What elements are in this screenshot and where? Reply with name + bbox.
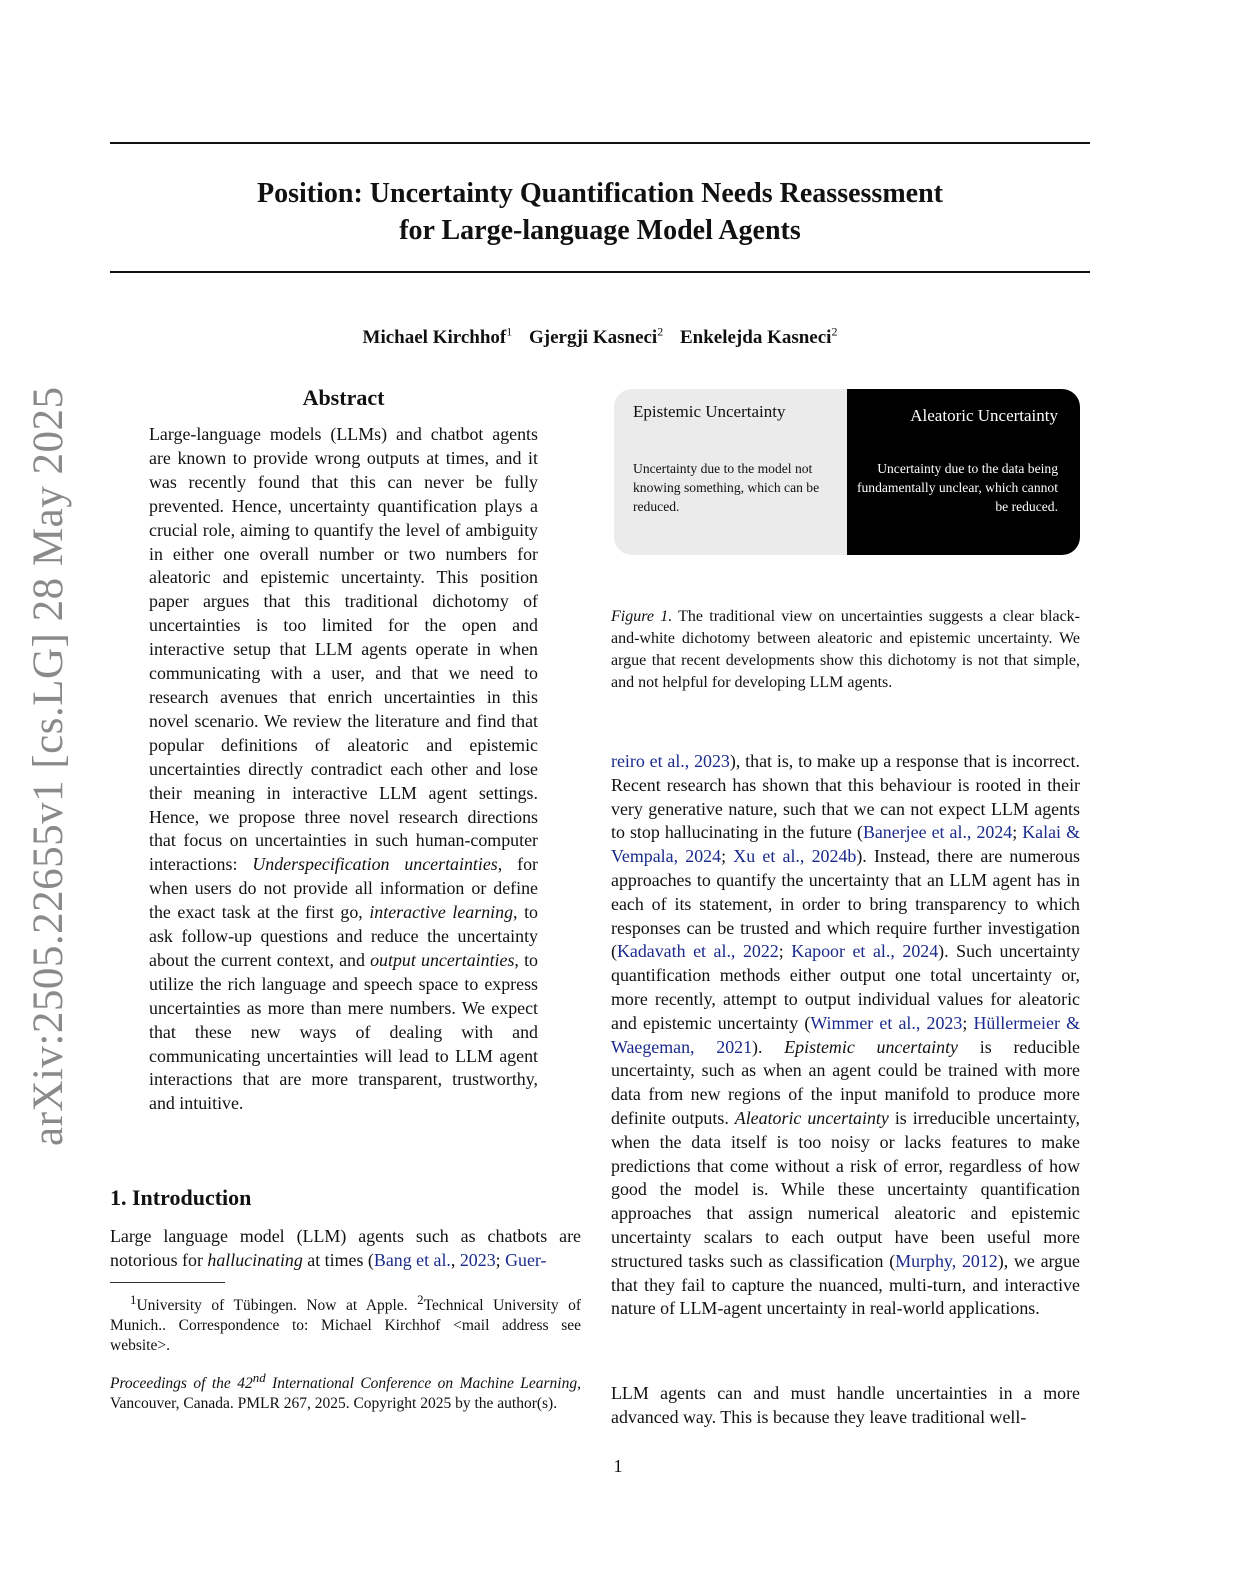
figure-1-caption: Figure 1. The traditional view on uncertainties suggests a clear black-and-white dichotomy between aleatoric and epistemic uncertainty. We argue that recent developments show this dichotomy is not that simple, and not helpful for developing LLM agents. [611, 608, 1080, 691]
citation-link[interactable]: Wimmer et al., 2023 [810, 1012, 963, 1033]
citation-link[interactable]: Banerjee et al., 2024 [862, 822, 1013, 843]
citation-link[interactable]: Guer- [505, 1249, 547, 1270]
title-line-2: for Large-language Model Agents [399, 215, 801, 246]
page-number: 1 [613, 1456, 623, 1476]
introduction-text-continued: reiro et al., 2023), that is, to make up a response that is incorrect. Recent research has shown that this behaviour is rooted in their very generative nature, such that we can not expect LLM agents to stop hallucinating in the future (Banerjee et al., 2024; Kalai & Vempala, 2024; Xu et al., 2024b). Instead, there are numerous approaches to quantify the uncertainty that an LLM agent has in each of its statement, in order to bring transparency to which responses can be trusted and which require further investigation (Kadavath et al., 2022; Kapoor et al., 2024). Such uncertainty quantification methods either output one total uncertainty or, more recently, attempt to output individual values for aleatoric and epistemic uncertainty (Wimmer et al., 2023; Hüllermeier & Waegeman, 2021). Epistemic uncertainty is reducible uncertainty, such as when an agent could be trained with more data from new regions of the input manifold to produce more definite outputs. Aleatoric uncertainty is irreducible uncertainty, when the data itself is too noisy or lacks features to make predictions that come without a risk of error, regardless of how good the model is. While these uncertainty quantification approaches that assign numerical aleatoric and epistemic uncertainty scalars to each output have been useful more structured tasks such as classification (Murphy, 2012), we argue that they fail to capture the nuanced, multi-turn, and interactive nature of LLM-agent uncertainty in real-world applications. [611, 751, 1080, 1319]
citation-link[interactable]: Bang et al. [373, 1249, 451, 1270]
introduction-paragraph-2: LLM agents can and must handle uncertainties in a more advanced way. This is because they leave traditional well- [611, 1383, 1080, 1427]
author-list [110, 320, 1090, 350]
title-line-1: Position: Uncertainty Quantification Needs Reassessment [257, 178, 943, 209]
citation-link[interactable]: Kalai & Vempala, 2024 [611, 822, 1080, 867]
author-1: Michael Kirchhof$^1$ [362, 325, 513, 349]
citation-link[interactable]: Hüllermeier & Waegeman, 2021 [611, 1012, 1080, 1057]
citation-link[interactable]: Kadavath et al., 2022 [616, 941, 779, 962]
introduction-text: Large language model (LLM) agents such as chatbots are notorious for hallucinating at times (Bang et al., 2023; Guer- [110, 1226, 581, 1270]
author-3: Enkelejda Kasneci$^2$ [679, 325, 838, 349]
figure-1-diagram [614, 389, 1080, 555]
paper-title [110, 175, 1090, 249]
abstract-text: Large-language models (LLMs) and chatbot agents are known to provide wrong outputs at times, and it was recently found that this can never be fully prevented. Hence, uncertainty quantification plays a crucial role, aiming to quantify the level of ambiguity in either one overall number or two numbers for aleatoric and epistemic uncertainty. This position paper argues that this traditional dichotomy of uncertainties is too limited for the open and interactive setup that LLM agents operate in when communicating with a user, and that we need to research avenues that enrich uncertainties in this novel scenario. We review the literature and find that popular definitions of aleatoric and epistemic uncertainties directly contradict each other and lose their meaning in interactive LLM agent settings. Hence, we propose three novel research directions that focus on uncertainties in such human-computer interactions: Underspecification uncertainties, for when users do not provide all information or define the exact task at the first go, interactive learning, to ask follow-up questions and reduce the uncertainty about the current context, and output uncertainties, to utilize the rich language and speech space to express uncertainties as more than mere numbers. We expect that these new ways of dealing with and communicating uncertainties will lead to LLM agent interactions that are more transparent, trustworthy, and intuitive. [149, 424, 538, 1114]
aleatoric-title: Aleatoric Uncertainty [910, 406, 1058, 425]
citation-link[interactable]: Murphy, 2012 [895, 1250, 998, 1271]
affiliation-footnote: $^1$University of Tübingen. Now at Apple. $^2$Technical University of Munich.. Correspondence to: Michael Kirchhof <mail address see website>. [110, 1292, 581, 1355]
arxiv-sidebar-stamp: arXiv:2505.22655v1 [cs.LG] 28 May 2025 [25, 386, 72, 1146]
aleatoric-panel [847, 389, 1080, 555]
abstract-heading: Abstract [302, 385, 385, 410]
footnote-rule [110, 1282, 225, 1283]
epistemic-description: Uncertainty due to the model not knowing something, which can be reduced. [633, 461, 820, 514]
epistemic-panel [614, 389, 847, 555]
title-top-rule [110, 142, 1090, 144]
citation-link[interactable]: Xu et al., 2024b [733, 846, 857, 867]
aleatoric-description: Uncertainty due to the data being fundamentally unclear, which cannot be reduced. [856, 461, 1058, 514]
citation-link[interactable]: Kapoor et al., 2024 [791, 941, 939, 962]
author-2: Gjergji Kasneci$^2$ [529, 325, 664, 349]
citation-link[interactable]: reiro et al., 2023 [611, 751, 730, 771]
citation-link[interactable]: 2023 [459, 1249, 496, 1270]
section-heading-introduction: 1. Introduction [110, 1185, 252, 1210]
title-bottom-rule [110, 271, 1090, 273]
epistemic-title: Epistemic Uncertainty [633, 402, 786, 421]
proceedings-note: Proceedings of the 42nd International Conference on Machine Learning, Vancouver, Canada. PMLR 267, 2025. Copyright 2025 by the author(s). [110, 1370, 581, 1413]
